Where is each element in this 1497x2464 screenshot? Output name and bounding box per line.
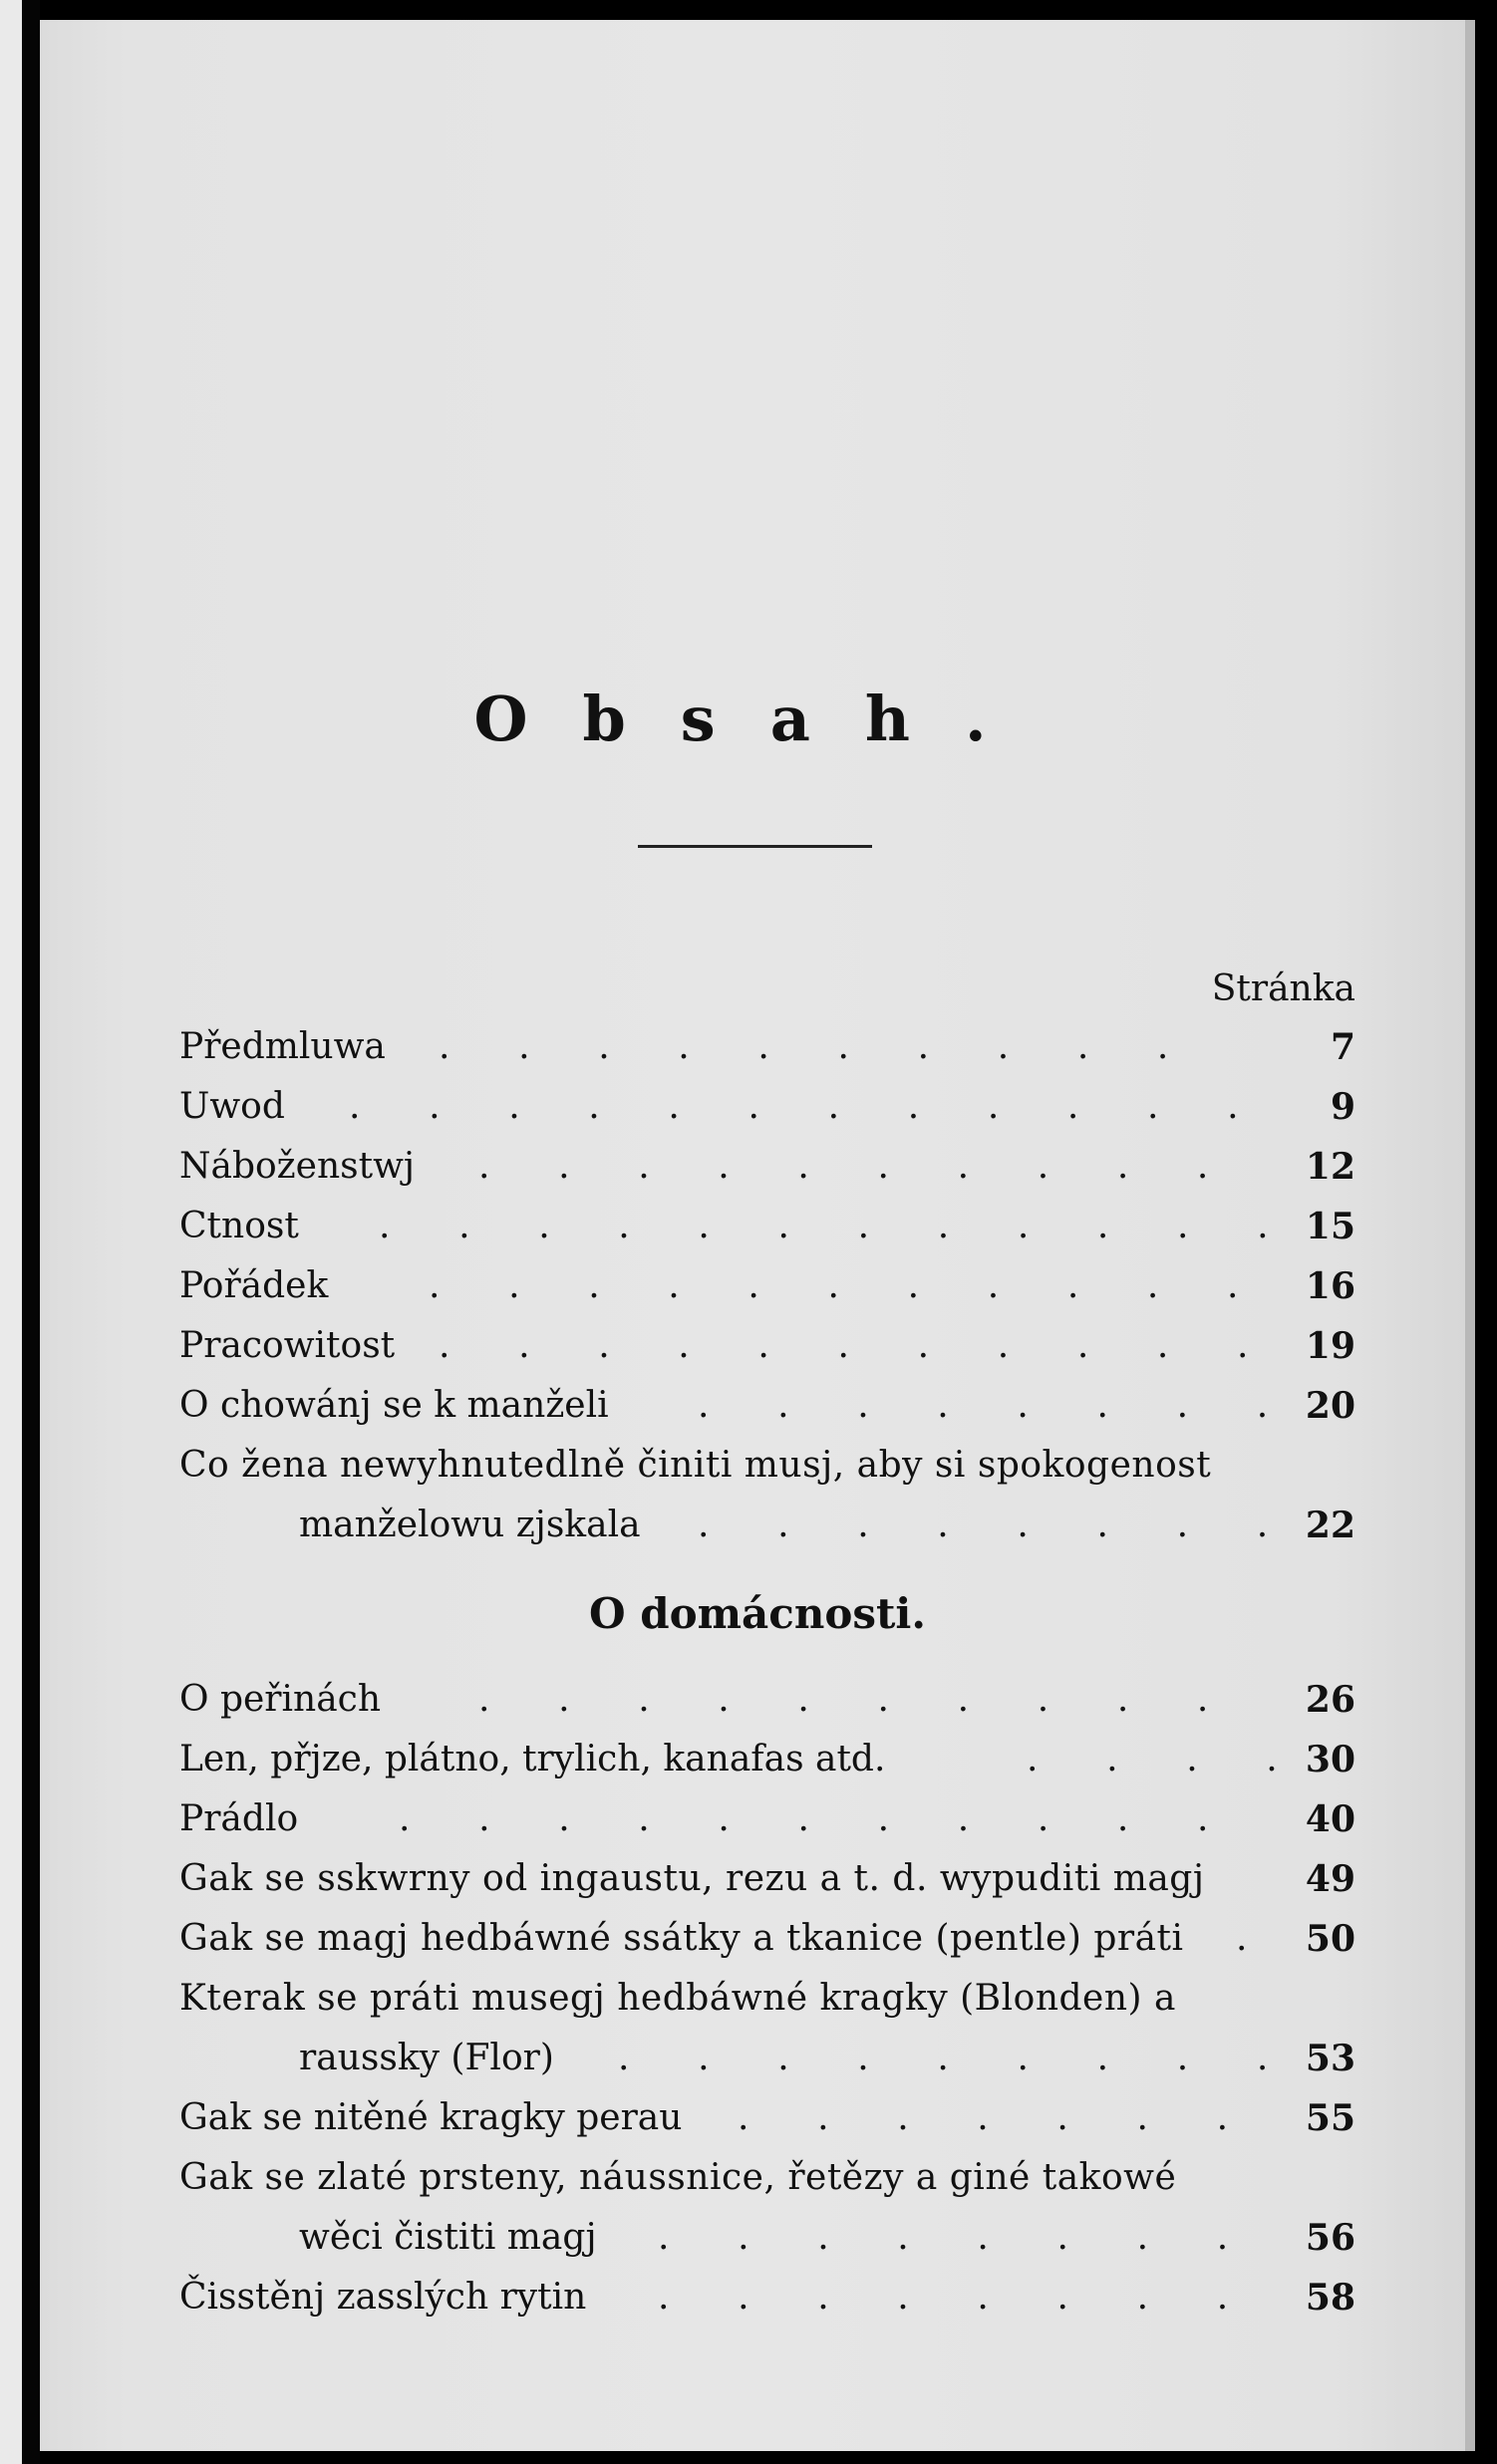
toc-page-number: 50: [1305, 1918, 1355, 1960]
toc-entry: Co žena newyhnutedlně činiti musj, aby si spokogenost: [179, 1445, 1212, 1486]
toc-entry-continuation: wěci čistiti magj . . . . . . . . 56: [299, 2217, 1355, 2259]
toc-entry-continuation: raussky (Flor) . . . . . . . . . 53: [299, 2038, 1355, 2079]
toc-block-2: [179, 1679, 1355, 2336]
toc-entry: Prádlo . . . . . . . . . . . 40: [179, 1798, 1355, 1840]
toc-entry: Pořádek . . . . . . . . . . . 16: [179, 1265, 1355, 1307]
toc-page-number: 15: [1305, 1206, 1355, 1247]
toc-page-number: 22: [1305, 1505, 1355, 1546]
toc-page-number: 40: [1305, 1798, 1355, 1840]
toc-entry: Gak se zlaté prsteny, náussnice, řetězy a giné takowé: [179, 2157, 1177, 2198]
page-column-header: Stránka: [1211, 968, 1355, 1009]
toc-page-number: 30: [1305, 1739, 1355, 1780]
toc-entry: O peřinách . . . . . . . . . . 26: [179, 1679, 1355, 1721]
toc-entry: Předmluwa . . . . . . . . . . 7: [179, 1026, 1355, 1068]
toc-entry: Ctnost . . . . . . . . . . . . 15: [179, 1206, 1355, 1247]
toc-page-number: 56: [1305, 2217, 1355, 2259]
toc-page-number: 16: [1305, 1265, 1355, 1307]
toc-entry: Gak se sskwrny od ingaustu, rezu a t. d. wypuditi magj 49: [179, 1858, 1355, 1900]
section-heading: O domácnosti.: [589, 1589, 926, 1638]
toc-entry-continuation: manželowu zjskala . . . . . . . . 22: [299, 1505, 1355, 1546]
toc-page-number: 19: [1305, 1325, 1355, 1367]
toc-entry: Čisstěnj zasslých rytin . . . . . . . . 58: [179, 2277, 1355, 2319]
toc-page-number: 53: [1305, 2038, 1355, 2079]
toc-entry: Gak se magj hedbáwné ssátky a tkanice (pentle) práti . 50: [179, 1918, 1355, 1960]
toc-page-number: 20: [1305, 1385, 1355, 1427]
toc-entry: Pracowitost . . . . . . . . . . . 19: [179, 1325, 1355, 1367]
toc-page-number: 12: [1305, 1146, 1355, 1188]
toc-page-number: 26: [1305, 1679, 1355, 1721]
toc-entry: Uwod . . . . . . . . . . . . 9: [179, 1086, 1355, 1128]
scanner-edge: [0, 0, 22, 2464]
toc-entry: Kterak se práti musegj hedbáwné kragky (Blonden) a: [179, 1978, 1176, 2019]
title-rule: [638, 845, 872, 848]
toc-block-1: [179, 1026, 1355, 1564]
page-title: Obsah.: [473, 683, 1042, 755]
toc-page-number: 7: [1330, 1026, 1355, 1068]
toc-page-number: 9: [1330, 1086, 1355, 1128]
toc-entry: Gak se nitěné kragky perau . . . . . . . 55: [179, 2097, 1355, 2139]
toc-entry: O chowánj se k manželi . . . . . . . . 20: [179, 1385, 1355, 1427]
toc-entry: Len, přjze, plátno, trylich, kanafas atd. . . . . 30: [179, 1739, 1355, 1780]
book-page: [40, 20, 1475, 2451]
toc-page-number: 55: [1305, 2097, 1355, 2139]
toc-page-number: 58: [1305, 2277, 1355, 2319]
toc-page-number: 49: [1305, 1858, 1355, 1900]
toc-entry: Náboženstwj . . . . . . . . . . 12: [179, 1146, 1355, 1188]
